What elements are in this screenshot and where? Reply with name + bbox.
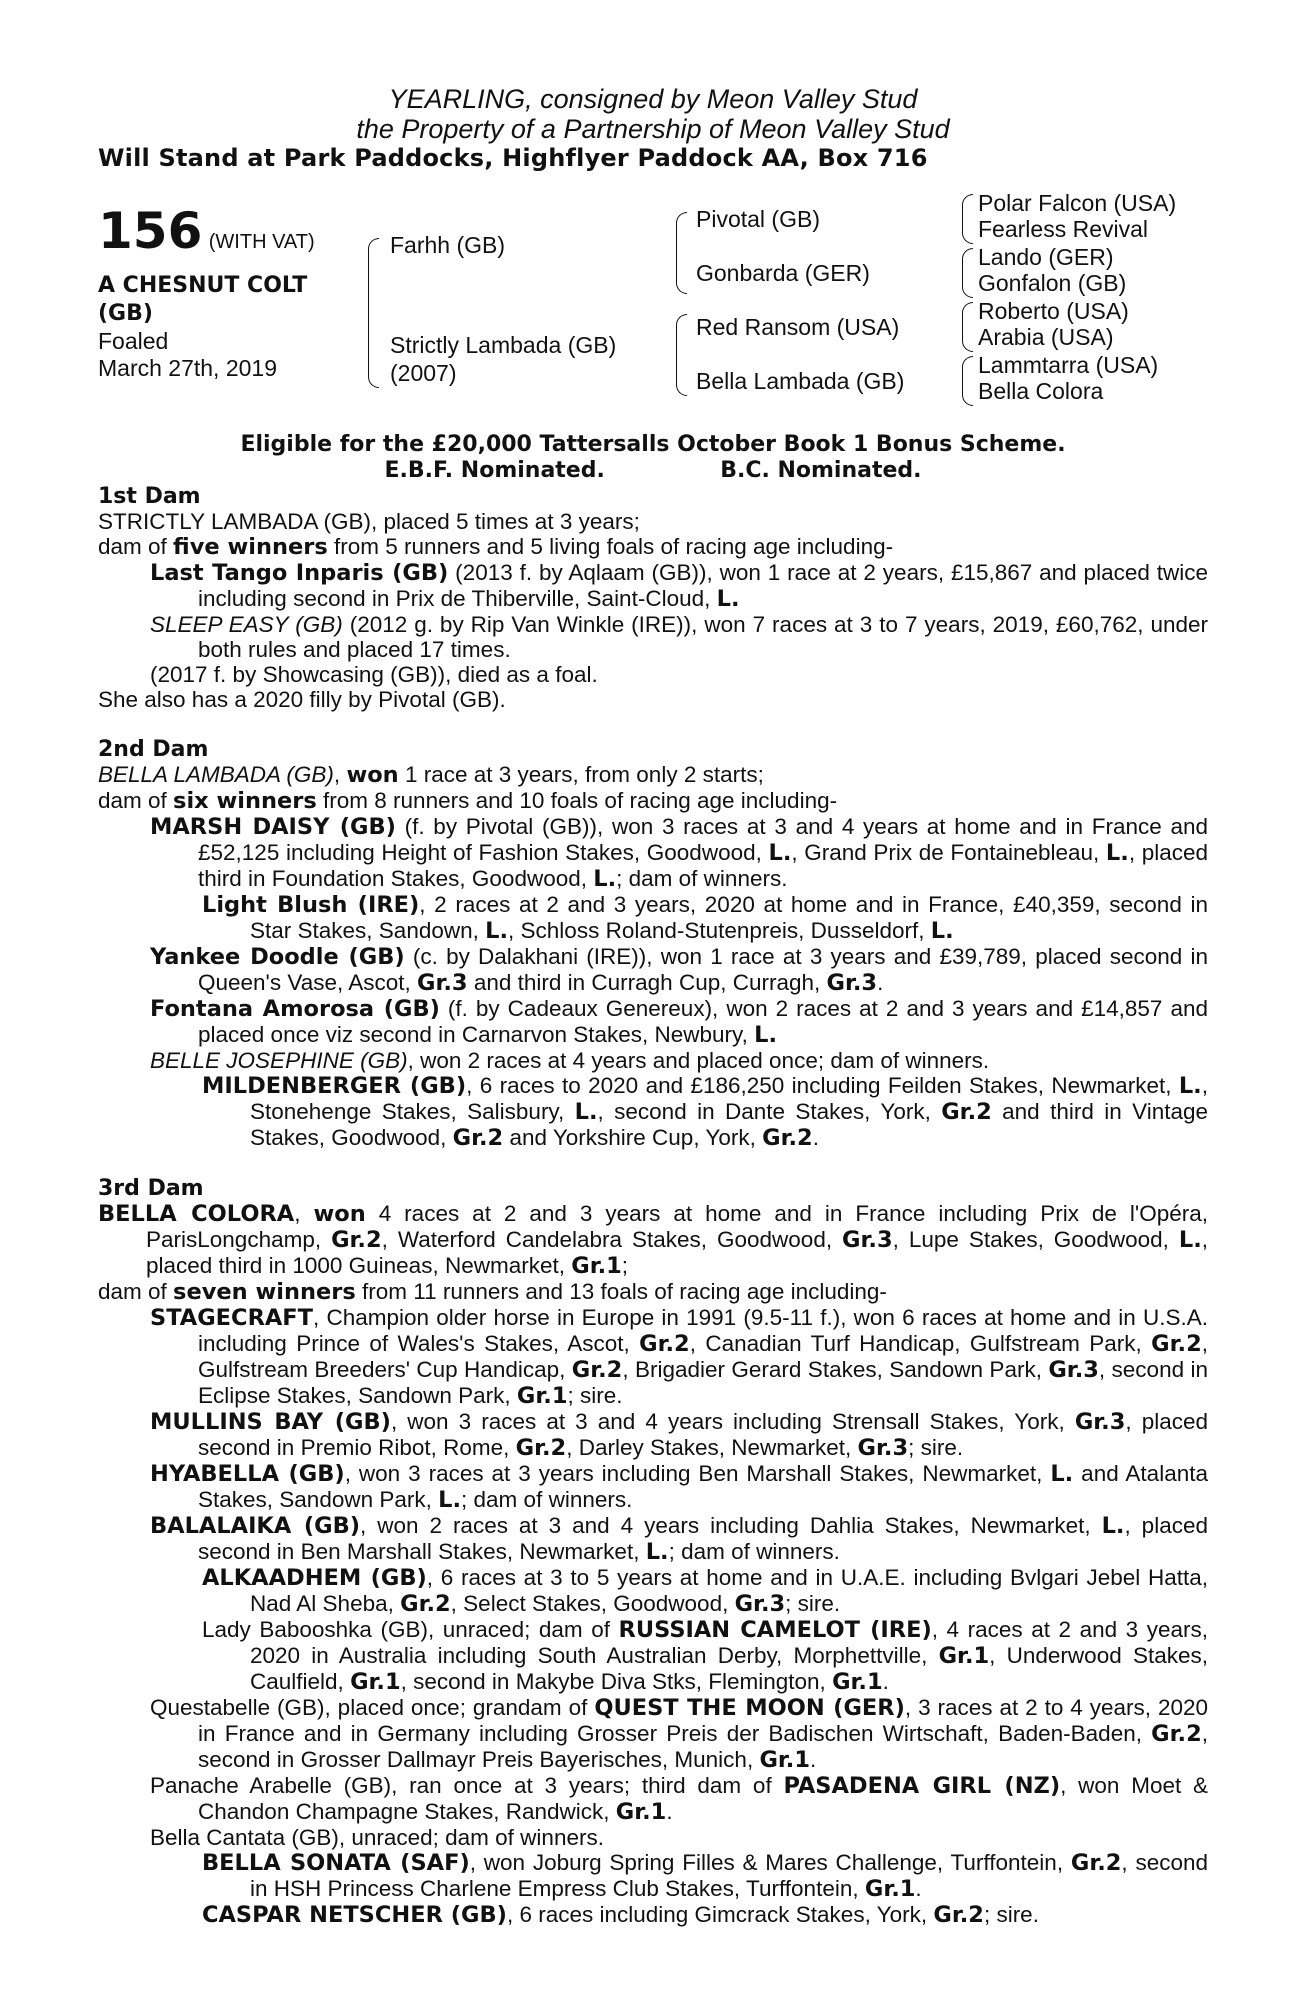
produce-entry: BELLA SONATA (SAF), won Joburg Spring Filles & Mares Challenge, Turffontein, Gr.2, second in HSH Princess Charlene Empress Club Stakes, Turffontein, Gr.1. — [202, 1850, 1209, 1902]
first-dam-produce-line: dam of five winners from 5 runners and 5 living foals of racing age including- — [98, 534, 894, 560]
produce-entry: CASPAR NETSCHER (GB), 6 races including Gimcrack Stakes, York, Gr.2; sire. — [202, 1902, 1039, 1928]
produce-entry: MILDENBERGER (GB), 6 races to 2020 and £186,250 including Feilden Stakes, Newmarket, L., Stonehenge Stakes, Salisbury, L., second in Dante Stakes, York, Gr.2 and third in Vintage Stakes, Goodwood, Gr.2 and Yorkshire Cup, York, Gr.2. — [202, 1073, 1208, 1151]
brace — [368, 238, 380, 388]
granddam-1: Fearless Revival — [978, 216, 1148, 242]
foaled-label: Foaled — [98, 328, 169, 354]
bonus-scheme — [98, 432, 1208, 484]
third-dam-line: BELLA COLORA, won 4 races at 2 and 3 years at home and in France including Prix de l'Opéra, ParisLongchamp, Gr.2, Waterford Candelabra Stakes, Goodwood, Gr.3, Lupe Stakes, Goodwood, L., placed third in 1000 Guineas, Newmarket, Gr.1; — [98, 1201, 1209, 1279]
consignor-line: YEARLING, consigned by Meon Valley Stud — [388, 84, 918, 114]
produce-entry: (2017 f. by Showcasing (GB)), died as a foal. — [150, 662, 598, 687]
produce-entry: HYABELLA (GB), won 3 races at 3 years including Ben Marshall Stakes, Newmarket, L. and Atalanta Stakes, Sandown Park, L.; dam of winners. — [150, 1461, 1208, 1513]
produce-entry: Panache Arabelle (GB), ran once at 3 years; third dam of PASADENA GIRL (NZ), won Moet & Chandon Champagne Stakes, Randwick, Gr.1. — [150, 1773, 1208, 1825]
location-line: Will Stand at Park Paddocks, Highflyer Paddock AA, Box 716 — [98, 144, 928, 172]
property-line: the Property of a Partnership of Meon Valley Stud — [356, 114, 950, 144]
bonus-line: Eligible for the £20,000 Tattersalls October Book 1 Bonus Scheme. — [240, 432, 1066, 457]
third-dam-produce-line: dam of seven winners from 11 runners and 13 foals of racing age including- — [98, 1279, 887, 1305]
granddam-2: Gonfalon (GB) — [978, 270, 1127, 296]
second-dam-line: BELLA LAMBADA (GB), won 1 race at 3 years, from only 2 starts; — [98, 762, 764, 788]
produce-entry: Questabelle (GB), placed once; grandam of QUEST THE MOON (GER), 3 races at 2 to 4 years, 2020 in France and in Germany including Grosser Preis der Badischen Wirtschaft, Baden-Baden, Gr.2, second in Grosser Dallmayr Preis Bayerisches, Munich, Gr.1. — [150, 1695, 1209, 1773]
produce-entry: SLEEP EASY (GB) (2012 g. by Rip Van Winkle (IRE)), won 7 races at 3 to 7 years, 2019, £60,762, under both rules and placed 17 times. — [150, 612, 1209, 662]
colt-title: A CHESNUT COLT — [98, 273, 308, 298]
first-dam-line: STRICTLY LAMBADA (GB), placed 5 times at 3 years; — [98, 509, 640, 534]
colt-origin: (GB) — [98, 301, 153, 326]
dam-dam: Bella Lambada (GB) — [696, 368, 905, 394]
dam-year: (2007) — [390, 360, 457, 386]
sire: Farhh (GB) — [390, 232, 506, 258]
produce-entry: ALKAADHEM (GB), 6 races at 3 to 5 years at home and in U.A.E. including Bvlgari Jebel Hatta, Nad Al Sheba, Gr.2, Select Stakes, Goodwood, Gr.3; sire. — [202, 1565, 1208, 1617]
produce-entry: Fontana Amorosa (GB) (f. by Cadeaux Genereux), won 2 races at 2 and 3 years and £14,857 and placed once viz second in Carnarvon Stakes, Newbury, L. — [150, 996, 1208, 1048]
sire-dam: Gonbarda (GER) — [696, 260, 870, 286]
first-dam-note: She also has a 2020 filly by Pivotal (GB). — [98, 687, 506, 712]
produce-entry: Yankee Doodle (GB) (c. by Dalakhani (IRE)), won 1 race at 3 years and £39,789, placed second in Queen's Vase, Ascot, Gr.3 and third in Curragh Cup, Curragh, Gr.3. — [150, 944, 1208, 996]
third-dam-heading: 3rd Dam — [98, 1176, 204, 1201]
brace — [676, 314, 688, 396]
brace — [962, 194, 974, 244]
produce-entry: Bella Cantata (GB), unraced; dam of winners. — [150, 1825, 604, 1850]
first-dam-heading: 1st Dam — [98, 484, 201, 509]
sire-sire: Pivotal (GB) — [696, 206, 820, 232]
grandsire-4: Lammtarra (USA) — [978, 352, 1159, 378]
produce-entry: BELLE JOSEPHINE (GB), won 2 races at 4 years and placed once; dam of winners. — [150, 1048, 990, 1073]
produce-entry: STAGECRAFT, Champion older horse in Europe in 1991 (9.5-11 f.), won 6 races at home and in U.S.A. including Prince of Wales's Stakes, Ascot, Gr.2, Canadian Turf Handicap, Gulfstream Park, Gr.2, Gulfstream Breeders' Cup Handicap, Gr.2, Brigadier Gerard Stakes, Sandown Park, Gr.3, second in Eclipse Stakes, Sandown Park, Gr.1; sire. — [150, 1305, 1208, 1409]
lot-number: 156 — [98, 202, 203, 260]
second-dam-section — [98, 737, 1208, 1151]
dam-sire: Red Ransom (USA) — [696, 314, 900, 340]
brace — [962, 356, 974, 406]
produce-entry: MARSH DAISY (GB) (f. by Pivotal (GB)), won 3 races at 3 and 4 years at home and in France and £52,125 including Height of Fashion Stakes, Goodwood, L., Grand Prix de Fontainebleau, L., placed third in Foundation Stakes, Goodwood, L.; dam of winners. — [150, 814, 1208, 892]
produce-entry: BALALAIKA (GB), won 2 races at 3 and 4 years including Dahlia Stakes, Newmarket, L., placed second in Ben Marshall Stakes, Newmarket, L.; dam of winners. — [150, 1513, 1208, 1565]
brace — [962, 248, 974, 298]
produce-entry: Lady Babooshka (GB), unraced; dam of RUSSIAN CAMELOT (IRE), 4 races at 2 and 3 years, 2020 in Australia including South Australian Derby, Morphettville, Gr.1, Underwood Stakes, Caulfield, Gr.1, second in Makybe Diva Stks, Flemington, Gr.1. — [202, 1617, 1208, 1695]
lot-number-block — [98, 202, 315, 260]
produce-entry: MULLINS BAY (GB), won 3 races at 3 and 4 years including Strensall Stakes, York, Gr.3, placed second in Premio Ribot, Rome, Gr.2, Darley Stakes, Newmarket, Gr.3; sire. — [150, 1409, 1209, 1461]
colt-description — [98, 272, 307, 382]
lot-header — [98, 84, 1208, 172]
granddam-3: Arabia (USA) — [978, 324, 1114, 350]
first-dam-section — [98, 484, 1208, 712]
nominations-line — [98, 458, 1208, 484]
grandsire-3: Roberto (USA) — [978, 298, 1129, 324]
foaled-date: March 27th, 2019 — [98, 355, 278, 381]
dam: Strictly Lambada (GB) — [390, 332, 617, 358]
grandsire-1: Polar Falcon (USA) — [978, 190, 1177, 216]
grandsire-2: Lando (GER) — [978, 244, 1114, 270]
produce-entry: Last Tango Inparis (GB) (2013 f. by Aqlaam (GB)), won 1 race at 2 years, £15,867 and placed twice including second in Prix de Thiberville, Saint-Cloud, L. — [150, 560, 1208, 612]
third-dam-section — [98, 1176, 1208, 1928]
brace — [676, 212, 688, 294]
produce-entry: Light Blush (IRE), 2 races at 2 and 3 years, 2020 at home and in France, £40,359, second in Star Stakes, Sandown, L., Schloss Roland-Stutenpreis, Dusseldorf, L. — [202, 892, 1208, 944]
pedigree-table — [98, 190, 1208, 432]
second-dam-heading: 2nd Dam — [98, 737, 209, 762]
catalogue-page — [98, 84, 1208, 1928]
vat-label: (WITH VAT) — [208, 231, 315, 253]
bc-nominated: B.C. Nominated. — [720, 458, 922, 483]
granddam-4: Bella Colora — [978, 378, 1104, 404]
brace — [962, 302, 974, 352]
second-dam-produce-line: dam of six winners from 8 runners and 10 foals of racing age including- — [98, 788, 838, 814]
ebf-nominated: E.B.F. Nominated. — [384, 458, 605, 483]
